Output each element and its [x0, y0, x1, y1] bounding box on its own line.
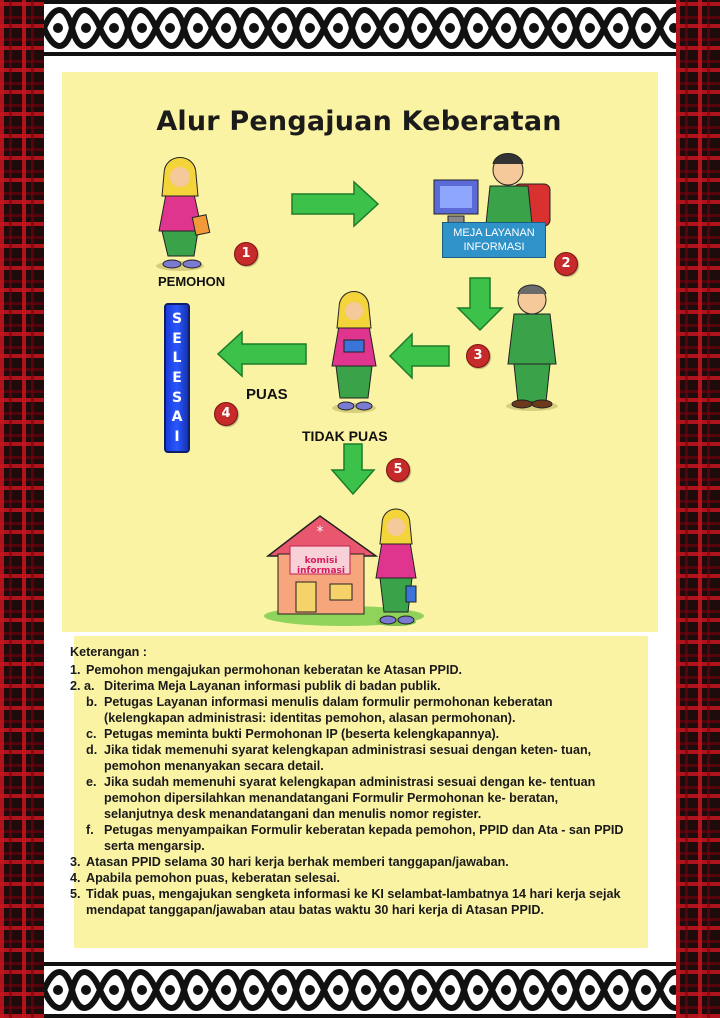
svg-text:*: *	[316, 524, 324, 540]
selesai-letter: E	[172, 369, 182, 386]
list-item	[70, 694, 630, 726]
list-item	[70, 726, 630, 742]
list-item-marker: f.	[86, 823, 94, 837]
notes-list	[70, 644, 630, 918]
step-badge-4: 4	[214, 402, 238, 426]
list-item-text: Atasan PPID selama 30 hari kerja berhak memberi tanggapan/jawaban.	[86, 855, 509, 869]
list-item-text: Apabila pemohon puas, keberatan selesai.	[86, 871, 341, 885]
pemohon-figure	[156, 158, 210, 272]
tartan-border-right	[676, 0, 720, 1018]
list-item-text: Pemohon mengajukan permohonan keberatan ke Atasan PPID.	[86, 663, 463, 677]
step-badge-2: 2	[554, 252, 578, 276]
list-item-marker: 4.	[70, 871, 81, 885]
list-item-text: Petugas meminta bukti Permohonan IP (beserta kelengkapannya).	[104, 727, 500, 741]
page-title: Alur Pengajuan Keberatan	[156, 106, 562, 137]
step-badge-5: 5	[386, 458, 410, 482]
notes-heading: Keterangan :	[70, 645, 147, 659]
selesai-letter: A	[171, 409, 183, 426]
atasan-ppid-figure	[506, 285, 558, 411]
arrow-left-2	[218, 332, 306, 376]
pemohon-label: PEMOHON	[158, 274, 226, 289]
list-item-marker: e.	[86, 775, 97, 789]
selesai-bar	[164, 303, 190, 453]
selesai-letter: L	[172, 350, 182, 367]
list-item-marker: 1.	[70, 663, 81, 677]
step-badge-1: 1	[234, 242, 258, 266]
list-item	[70, 822, 630, 854]
list-item-text: Jika tidak memenuhi syarat kelengkapan administrasi sesuai dengan keten- tuan, pemohon menanyakan secara detail.	[104, 743, 592, 773]
selesai-letter: E	[172, 330, 182, 347]
list-item-marker: d.	[86, 743, 98, 757]
flow-diagram	[44, 56, 676, 636]
list-item-text: Petugas menyampaikan Formulir keberatan kepada pemohon, PPID dan Ata - san PPID serta mengarsip.	[104, 823, 624, 853]
step-badge-3: 3	[466, 344, 490, 368]
meja-layanan-label: MEJA LAYANAN INFORMASI	[442, 222, 546, 258]
puas-label: PUAS	[246, 386, 288, 403]
list-item	[70, 870, 630, 886]
tartan-border-left	[0, 0, 44, 1018]
list-item	[70, 854, 630, 870]
list-item-text: Jika sudah memenuhi syarat kelengkapan administrasi sesuai dengan ke- tentuan pemohon dipersilahkan menandatangani Formulir Permohonan ke- beratan, selanjutnya desk menandatangani dan menulis nomor register.	[104, 775, 596, 821]
list-item	[70, 774, 630, 822]
list-item-text: Diterima Meja Layanan informasi publik di badan publik.	[104, 679, 441, 693]
list-item	[70, 886, 630, 918]
arrow-right	[292, 182, 378, 226]
list-item-marker: 2. a.	[70, 679, 95, 693]
list-item-text: Petugas Layanan informasi menulis dalam formulir permohonan keberatan (kelengkapan administrasi: identitas pemohon, alasan permohonan).	[104, 695, 553, 725]
selesai-letter: S	[171, 389, 183, 406]
list-item	[70, 742, 630, 774]
arrow-left-1	[390, 334, 449, 378]
selesai-letter: I	[174, 429, 180, 446]
list-item-marker: b.	[86, 695, 98, 709]
arrow-down-2	[332, 444, 374, 494]
ornament-band-top	[44, 0, 676, 56]
pemohon-center-figure	[332, 292, 376, 414]
arrow-down-1	[458, 278, 502, 330]
list-item-text: Tidak puas, mengajukan sengketa informasi ke KI selambat-lambatnya 14 hari kerja sejak mendapat tanggapan/jawaban atau batas waktu 30 hari kerja di Atasan PPID.	[86, 887, 621, 917]
selesai-letter: S	[171, 310, 183, 327]
list-item	[70, 678, 630, 694]
list-item-marker: c.	[86, 727, 97, 741]
desk-officer-figure	[434, 154, 550, 227]
ornament-band-bottom	[44, 962, 676, 1018]
list-item	[70, 662, 630, 678]
komisi-sign: komisi informasi	[297, 556, 345, 576]
list-item-marker: 5.	[70, 887, 81, 901]
list-item-marker: 3.	[70, 855, 81, 869]
tidak-puas-label: TIDAK PUAS	[302, 428, 388, 444]
